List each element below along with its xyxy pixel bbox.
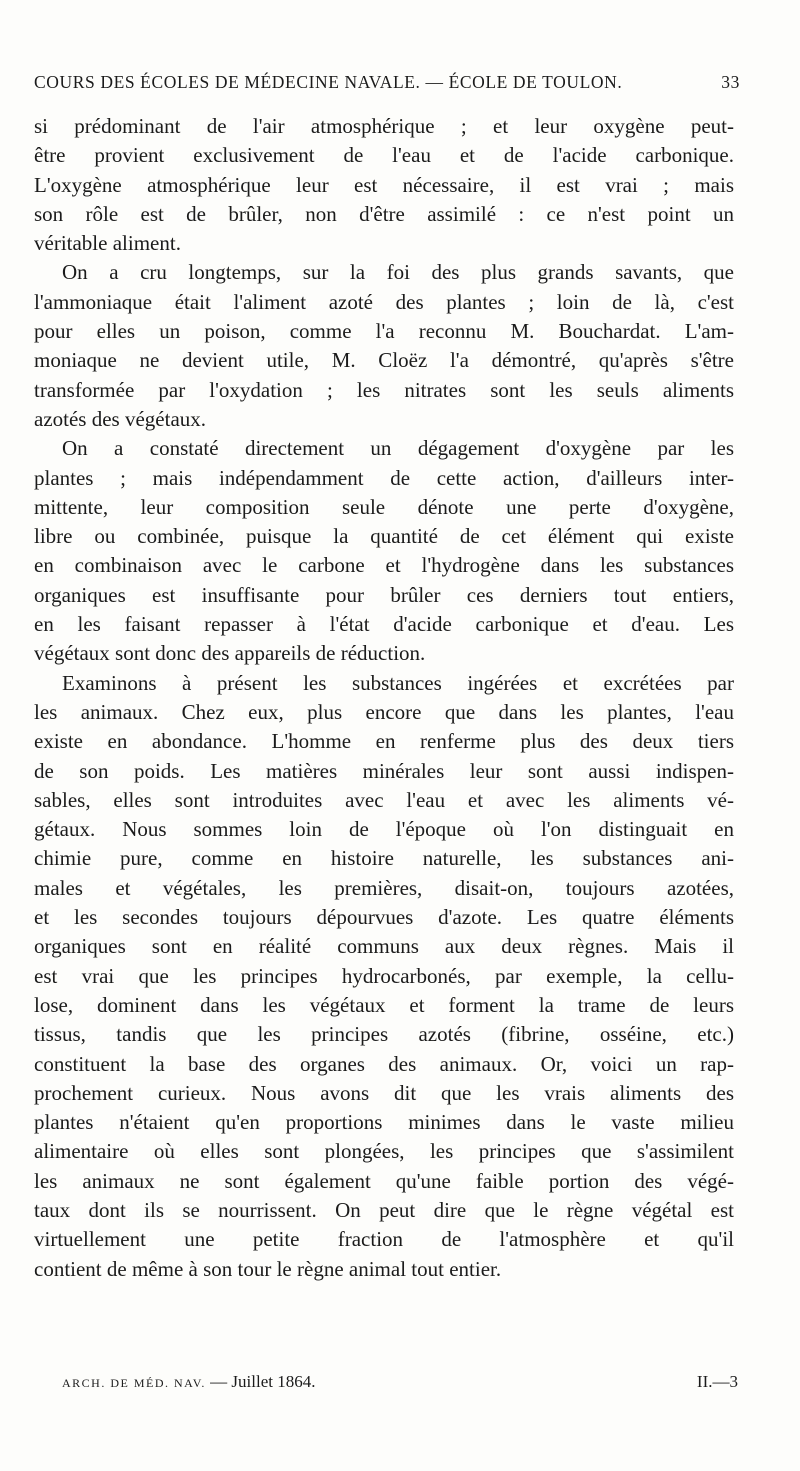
footer-journal: ARCH. DE MÉD. NAV. xyxy=(62,1376,206,1390)
text-line: sables, elles sont introduites avec l'eau et avec les aliments vé- xyxy=(34,787,734,812)
text-line: Examinons à présent les substances ingérées et excrétées par xyxy=(62,670,734,695)
text-line: plantes ; mais indépendamment de cette action, d'ailleurs inter- xyxy=(34,465,734,490)
text-line: organiques sont en réalité communs aux deux règnes. Mais il xyxy=(34,934,734,959)
text-line: constituent la base des organes des animaux. Or, voici un rap- xyxy=(34,1051,734,1076)
text-line: les animaux ne sont également qu'une faible portion des végé- xyxy=(34,1168,734,1193)
text-line: lose, dominent dans les végétaux et forment la trame de leurs xyxy=(34,992,734,1017)
text-line: en combinaison avec le carbone et l'hydrogène dans les substances xyxy=(34,553,734,578)
text-line: mittente, leur composition seule dénote une perte d'oxygène, xyxy=(34,494,734,519)
text-line: contient de même à son tour le règne animal tout entier. xyxy=(34,1256,502,1281)
text-line: existe en abondance. L'homme en renferme plus des deux tiers xyxy=(34,729,734,754)
text-line: chimie pure, comme en histoire naturelle, les substances ani- xyxy=(34,846,734,871)
text-line: est vrai que les principes hydrocarbonés, par exemple, la cellu- xyxy=(34,963,734,988)
text-line: les animaux. Chez eux, plus encore que dans les plantes, l'eau xyxy=(34,699,734,724)
text-line: gétaux. Nous sommes loin de l'époque où l'on distinguait en xyxy=(34,817,734,842)
text-line: son rôle est de brûler, non d'être assimilé : ce n'est point un xyxy=(34,201,734,226)
text-line: virtuellement une petite fraction de l'atmosphère et qu'il xyxy=(34,1227,734,1252)
text-line: moniaque ne devient utile, M. Cloëz l'a démontré, qu'après s'être xyxy=(34,348,734,373)
text-line: On a cru longtemps, sur la foi des plus grands savants, que xyxy=(62,260,734,285)
text-line: On a constaté directement un dégagement d'oxygène par les xyxy=(62,436,734,461)
text-line: véritable aliment. xyxy=(34,231,181,256)
text-line: taux dont ils se nourrissent. On peut dire que le règne végétal est xyxy=(34,1197,734,1222)
footer-citation xyxy=(62,1370,315,1395)
page-footer xyxy=(62,1370,738,1395)
text-line: prochement curieux. Nous avons dit que les vrais aliments des xyxy=(34,1080,734,1105)
footer-date: — Juillet 1864. xyxy=(210,1372,316,1391)
text-line: être provient exclusivement de l'eau et de l'acide carbonique. xyxy=(34,143,734,168)
text-line: végétaux sont donc des appareils de réduction. xyxy=(34,641,426,666)
text-line: l'ammoniaque était l'aliment azoté des plantes ; loin de là, c'est xyxy=(34,289,734,314)
text-line: si prédominant de l'air atmosphérique ; et leur oxygène peut- xyxy=(34,114,734,138)
text-line: tissus, tandis que les principes azotés (fibrine, osséine, etc.) xyxy=(34,1022,734,1047)
text-line: transformée par l'oxydation ; les nitrates sont les seuls aliments xyxy=(34,377,734,402)
running-title: COURS DES ÉCOLES DE MÉDECINE NAVALE. — ÉCOLE DE TOULON. xyxy=(34,72,623,92)
running-header xyxy=(34,70,740,94)
text-line: et les secondes toujours dépourvues d'azote. Les quatre éléments xyxy=(34,905,734,930)
text-line: azotés des végétaux. xyxy=(34,406,207,431)
text-line: males et végétales, les premières, disait-on, toujours azotées, xyxy=(34,875,734,900)
page-number: 33 xyxy=(721,72,740,92)
text-line: libre ou combinée, puisque la quantité de cet élément qui existe xyxy=(34,524,734,549)
text-line: de son poids. Les matières minérales leur sont aussi indispen- xyxy=(34,758,734,783)
body-text xyxy=(34,112,734,1284)
text-line: pour elles un poison, comme l'a reconnu M. Bouchardat. L'am- xyxy=(34,319,734,344)
text-line: alimentaire où elles sont plongées, les principes que s'assimilent xyxy=(34,1139,734,1164)
text-line: L'oxygène atmosphérique leur est nécessaire, il est vrai ; mais xyxy=(34,172,734,197)
text-line: plantes n'étaient qu'en proportions minimes dans le vaste milieu xyxy=(34,1110,734,1135)
text-line: organiques est insuffisante pour brûler ces derniers tout entiers, xyxy=(34,582,734,607)
footer-signature: II.—3 xyxy=(696,1372,738,1391)
text-line: en les faisant repasser à l'état d'acide carbonique et d'eau. Les xyxy=(34,612,734,637)
